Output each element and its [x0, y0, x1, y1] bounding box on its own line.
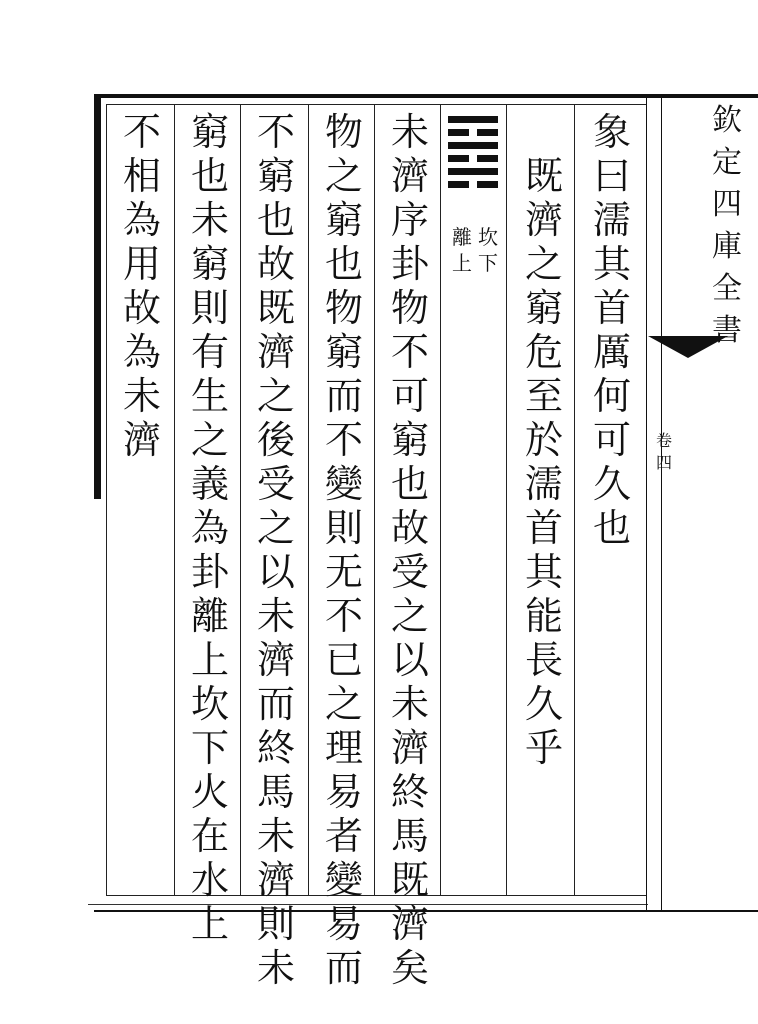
character: 无: [324, 550, 363, 594]
character: 有: [190, 330, 229, 374]
character: 窮: [190, 110, 229, 154]
frame-left-border: [94, 94, 101, 499]
character: 可: [390, 374, 429, 418]
character: 窮: [324, 198, 363, 242]
character: 全: [712, 271, 742, 306]
hexagram-symbol: [448, 116, 498, 194]
character: 其: [524, 550, 563, 594]
volume-label: [652, 430, 676, 474]
character: 序: [390, 198, 429, 242]
character: 後: [256, 418, 295, 462]
character: 四: [712, 187, 742, 222]
character: 之: [256, 506, 295, 550]
character: 物: [324, 286, 363, 330]
character: 不: [256, 110, 295, 154]
character: 之: [190, 418, 229, 462]
character: 既: [390, 858, 429, 902]
character: 未: [256, 946, 295, 990]
character: 坎: [190, 682, 229, 726]
character: 濟: [256, 858, 295, 902]
column-rule: [240, 104, 241, 896]
character: 濟: [524, 198, 563, 242]
character: 馬: [256, 770, 295, 814]
character: 矣: [390, 946, 429, 990]
character: 故: [122, 286, 161, 330]
character: 書: [712, 313, 742, 348]
character: 物: [324, 110, 363, 154]
text-column-7: [112, 110, 172, 462]
character: 故: [390, 506, 429, 550]
character: 能: [524, 594, 563, 638]
character: 者: [324, 814, 363, 858]
character: 既: [524, 154, 563, 198]
character: 在: [190, 814, 229, 858]
hexagram-label-lower: [478, 224, 498, 276]
character: 易: [324, 902, 363, 946]
text-column-1: [582, 110, 642, 550]
character: 窮: [390, 418, 429, 462]
column-rule: [308, 104, 309, 896]
hexagram-broken-line: [448, 129, 498, 136]
character: 久: [592, 462, 631, 506]
character: 卦: [190, 550, 229, 594]
hexagram-solid-line: [448, 116, 498, 123]
column-rule: [574, 104, 575, 896]
character: 之: [256, 374, 295, 418]
character: 馬: [390, 814, 429, 858]
character: 首: [592, 286, 631, 330]
character: 已: [324, 638, 363, 682]
character: 濟: [390, 902, 429, 946]
character: 未: [256, 814, 295, 858]
character: 濡: [524, 462, 563, 506]
character: 至: [524, 374, 563, 418]
character: 可: [592, 418, 631, 462]
character: 受: [390, 550, 429, 594]
character: 相: [122, 154, 161, 198]
character: 之: [324, 682, 363, 726]
character: 未: [256, 594, 295, 638]
character: 上: [452, 251, 472, 275]
character: 不: [122, 110, 161, 154]
character: 坎: [478, 225, 498, 249]
inner-top-line: [106, 104, 646, 105]
character: 也: [190, 154, 229, 198]
column-rule: [440, 104, 441, 896]
character: 窮: [256, 154, 295, 198]
character: 濟: [390, 154, 429, 198]
character: 欽: [712, 103, 742, 138]
character: 濟: [122, 418, 161, 462]
hexagram-solid-line: [448, 168, 498, 175]
character: 危: [524, 330, 563, 374]
character: 而: [324, 946, 363, 990]
text-column-6: [180, 110, 240, 946]
hexagram-broken-line: [448, 155, 498, 162]
character: 庫: [712, 229, 742, 264]
character: 之: [524, 242, 563, 286]
hexagram-solid-line: [448, 142, 498, 149]
character: 乎: [524, 726, 563, 770]
column-rule: [174, 104, 175, 896]
column-rule: [106, 104, 107, 896]
character: 以: [390, 638, 429, 682]
character: 則: [190, 286, 229, 330]
character: 而: [324, 374, 363, 418]
character: 象: [592, 110, 631, 154]
character: 理: [324, 726, 363, 770]
character: 未: [122, 374, 161, 418]
character: 義: [190, 462, 229, 506]
character: 也: [592, 506, 631, 550]
character: 四: [655, 453, 672, 472]
character: 則: [256, 902, 295, 946]
character: 其: [592, 242, 631, 286]
text-column-5: [246, 110, 306, 990]
character: 不: [324, 418, 363, 462]
character: 上: [190, 902, 229, 946]
character: 濟: [256, 330, 295, 374]
character: 生: [190, 374, 229, 418]
character: 卦: [390, 242, 429, 286]
character: 下: [190, 726, 229, 770]
character: 久: [524, 682, 563, 726]
character: 首: [524, 506, 563, 550]
character: 而: [256, 682, 295, 726]
character: 不: [390, 330, 429, 374]
character: 濡: [592, 198, 631, 242]
character: 也: [390, 462, 429, 506]
character: 窮: [324, 330, 363, 374]
character: 未: [390, 110, 429, 154]
character: 濟: [256, 638, 295, 682]
hexagram-broken-line: [448, 181, 498, 188]
character: 易: [324, 770, 363, 814]
character: 以: [256, 550, 295, 594]
character: 窮: [524, 286, 563, 330]
character: 不: [324, 594, 363, 638]
character: 未: [190, 198, 229, 242]
character: 為: [190, 506, 229, 550]
character: 厲: [592, 330, 631, 374]
text-column-2: [514, 154, 574, 770]
character: 變: [324, 858, 363, 902]
character: 定: [712, 145, 742, 180]
character: 故: [256, 242, 295, 286]
character: 也: [324, 242, 363, 286]
character: 既: [256, 286, 295, 330]
character: 長: [524, 638, 563, 682]
character: 之: [324, 154, 363, 198]
character: 受: [256, 462, 295, 506]
character: 下: [478, 251, 498, 275]
character: 水: [190, 858, 229, 902]
character: 終: [256, 726, 295, 770]
character: 也: [256, 198, 295, 242]
hexagram-label-upper: [452, 224, 472, 276]
character: 離: [190, 594, 229, 638]
character: 為: [122, 330, 161, 374]
column-rule: [374, 104, 375, 896]
text-column-3: [380, 110, 440, 990]
character: 為: [122, 198, 161, 242]
character: 用: [122, 242, 161, 286]
character: 之: [390, 594, 429, 638]
character: 變: [324, 462, 363, 506]
character: 何: [592, 374, 631, 418]
character: 上: [190, 638, 229, 682]
character: 卷: [655, 431, 672, 450]
text-column-4: [314, 110, 374, 990]
character: 則: [324, 506, 363, 550]
character: 火: [190, 770, 229, 814]
character: 濟: [390, 726, 429, 770]
column-rule: [506, 104, 507, 896]
character: 離: [452, 225, 472, 249]
character: 物: [390, 286, 429, 330]
character: 於: [524, 418, 563, 462]
fish-tail-mark: [648, 336, 728, 358]
character: 窮: [190, 242, 229, 286]
book-title: [646, 100, 758, 352]
character: 曰: [592, 154, 631, 198]
character: 終: [390, 770, 429, 814]
character: 未: [390, 682, 429, 726]
